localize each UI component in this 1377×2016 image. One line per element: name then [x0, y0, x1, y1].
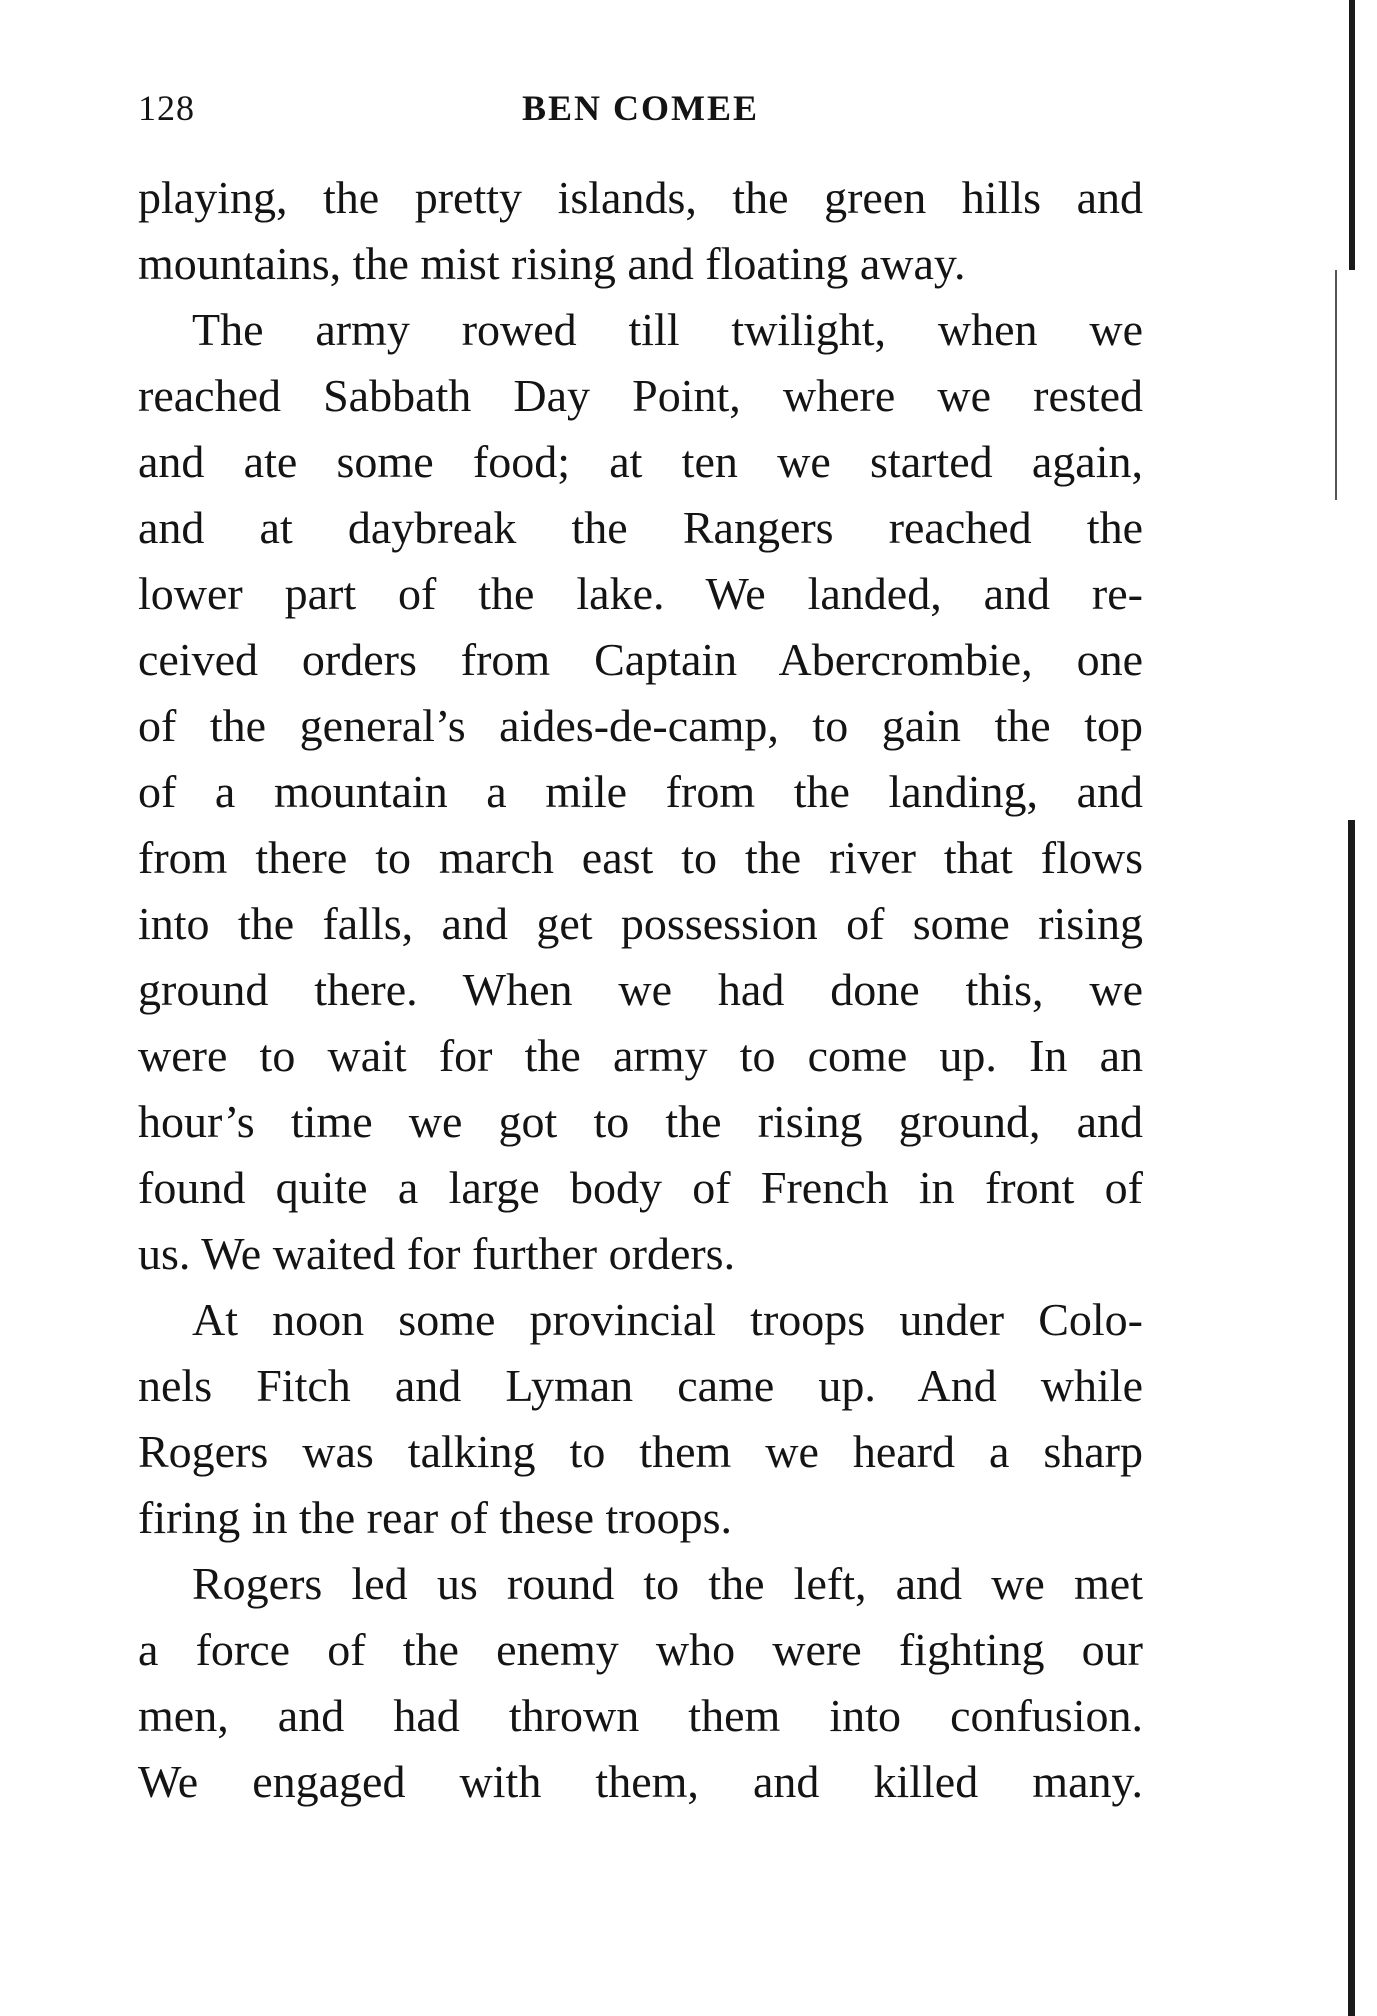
page-edge-shadow-bottom — [1348, 820, 1355, 2016]
page-edge-shadow-top — [1349, 0, 1355, 270]
page-edge-thin-line — [1335, 270, 1337, 500]
text-line: playing, the pretty islands, the green hills and — [138, 172, 1143, 223]
text-line: hour’s time we got to the rising ground, and — [138, 1096, 1143, 1147]
text-line: of the general’s aides-de-camp, to gain the top — [138, 700, 1143, 751]
text-line: Rogers was talking to them we heard a sharp — [138, 1426, 1143, 1477]
text-line: lower part of the lake. We landed, and re- — [138, 568, 1143, 619]
text-line: of a mountain a mile from the landing, and — [138, 766, 1143, 817]
text-line: and at daybreak the Rangers reached the — [138, 502, 1143, 553]
text-line: into the falls, and get possession of some rising — [138, 898, 1143, 949]
body-text — [138, 165, 1143, 1815]
text-line: found quite a large body of French in front of — [138, 1162, 1143, 1213]
paragraph-start-line: Rogers led us round to the left, and we met — [192, 1558, 1143, 1609]
text-line: from there to march east to the river that flows — [138, 832, 1143, 883]
text-line: nels Fitch and Lyman came up. And while — [138, 1360, 1143, 1411]
paragraph-start-line: The army rowed till twilight, when we — [192, 304, 1143, 355]
text-line: ceived orders from Captain Abercrombie, one — [138, 634, 1143, 685]
page-header — [138, 78, 1143, 138]
text-line: were to wait for the army to come up. In an — [138, 1030, 1143, 1081]
text-line: and ate some food; at ten we started again, — [138, 436, 1143, 487]
text-line: a force of the enemy who were fighting our — [138, 1624, 1143, 1675]
text-line: ground there. When we had done this, we — [138, 964, 1143, 1015]
running-title: BEN COMEE — [521, 88, 760, 128]
page-number: 128 — [138, 88, 195, 128]
text-line: firing in the rear of these troops. — [138, 1492, 732, 1543]
text-line: us. We waited for further orders. — [138, 1228, 736, 1279]
text-line: We engaged with them, and killed many. — [138, 1756, 1143, 1807]
text-line: men, and had thrown them into confusion. — [138, 1690, 1143, 1741]
text-line: mountains, the mist rising and floating away. — [138, 238, 966, 289]
paragraph-start-line: At noon some provincial troops under Colo- — [192, 1294, 1143, 1345]
text-line: reached Sabbath Day Point, where we rested — [138, 370, 1143, 421]
